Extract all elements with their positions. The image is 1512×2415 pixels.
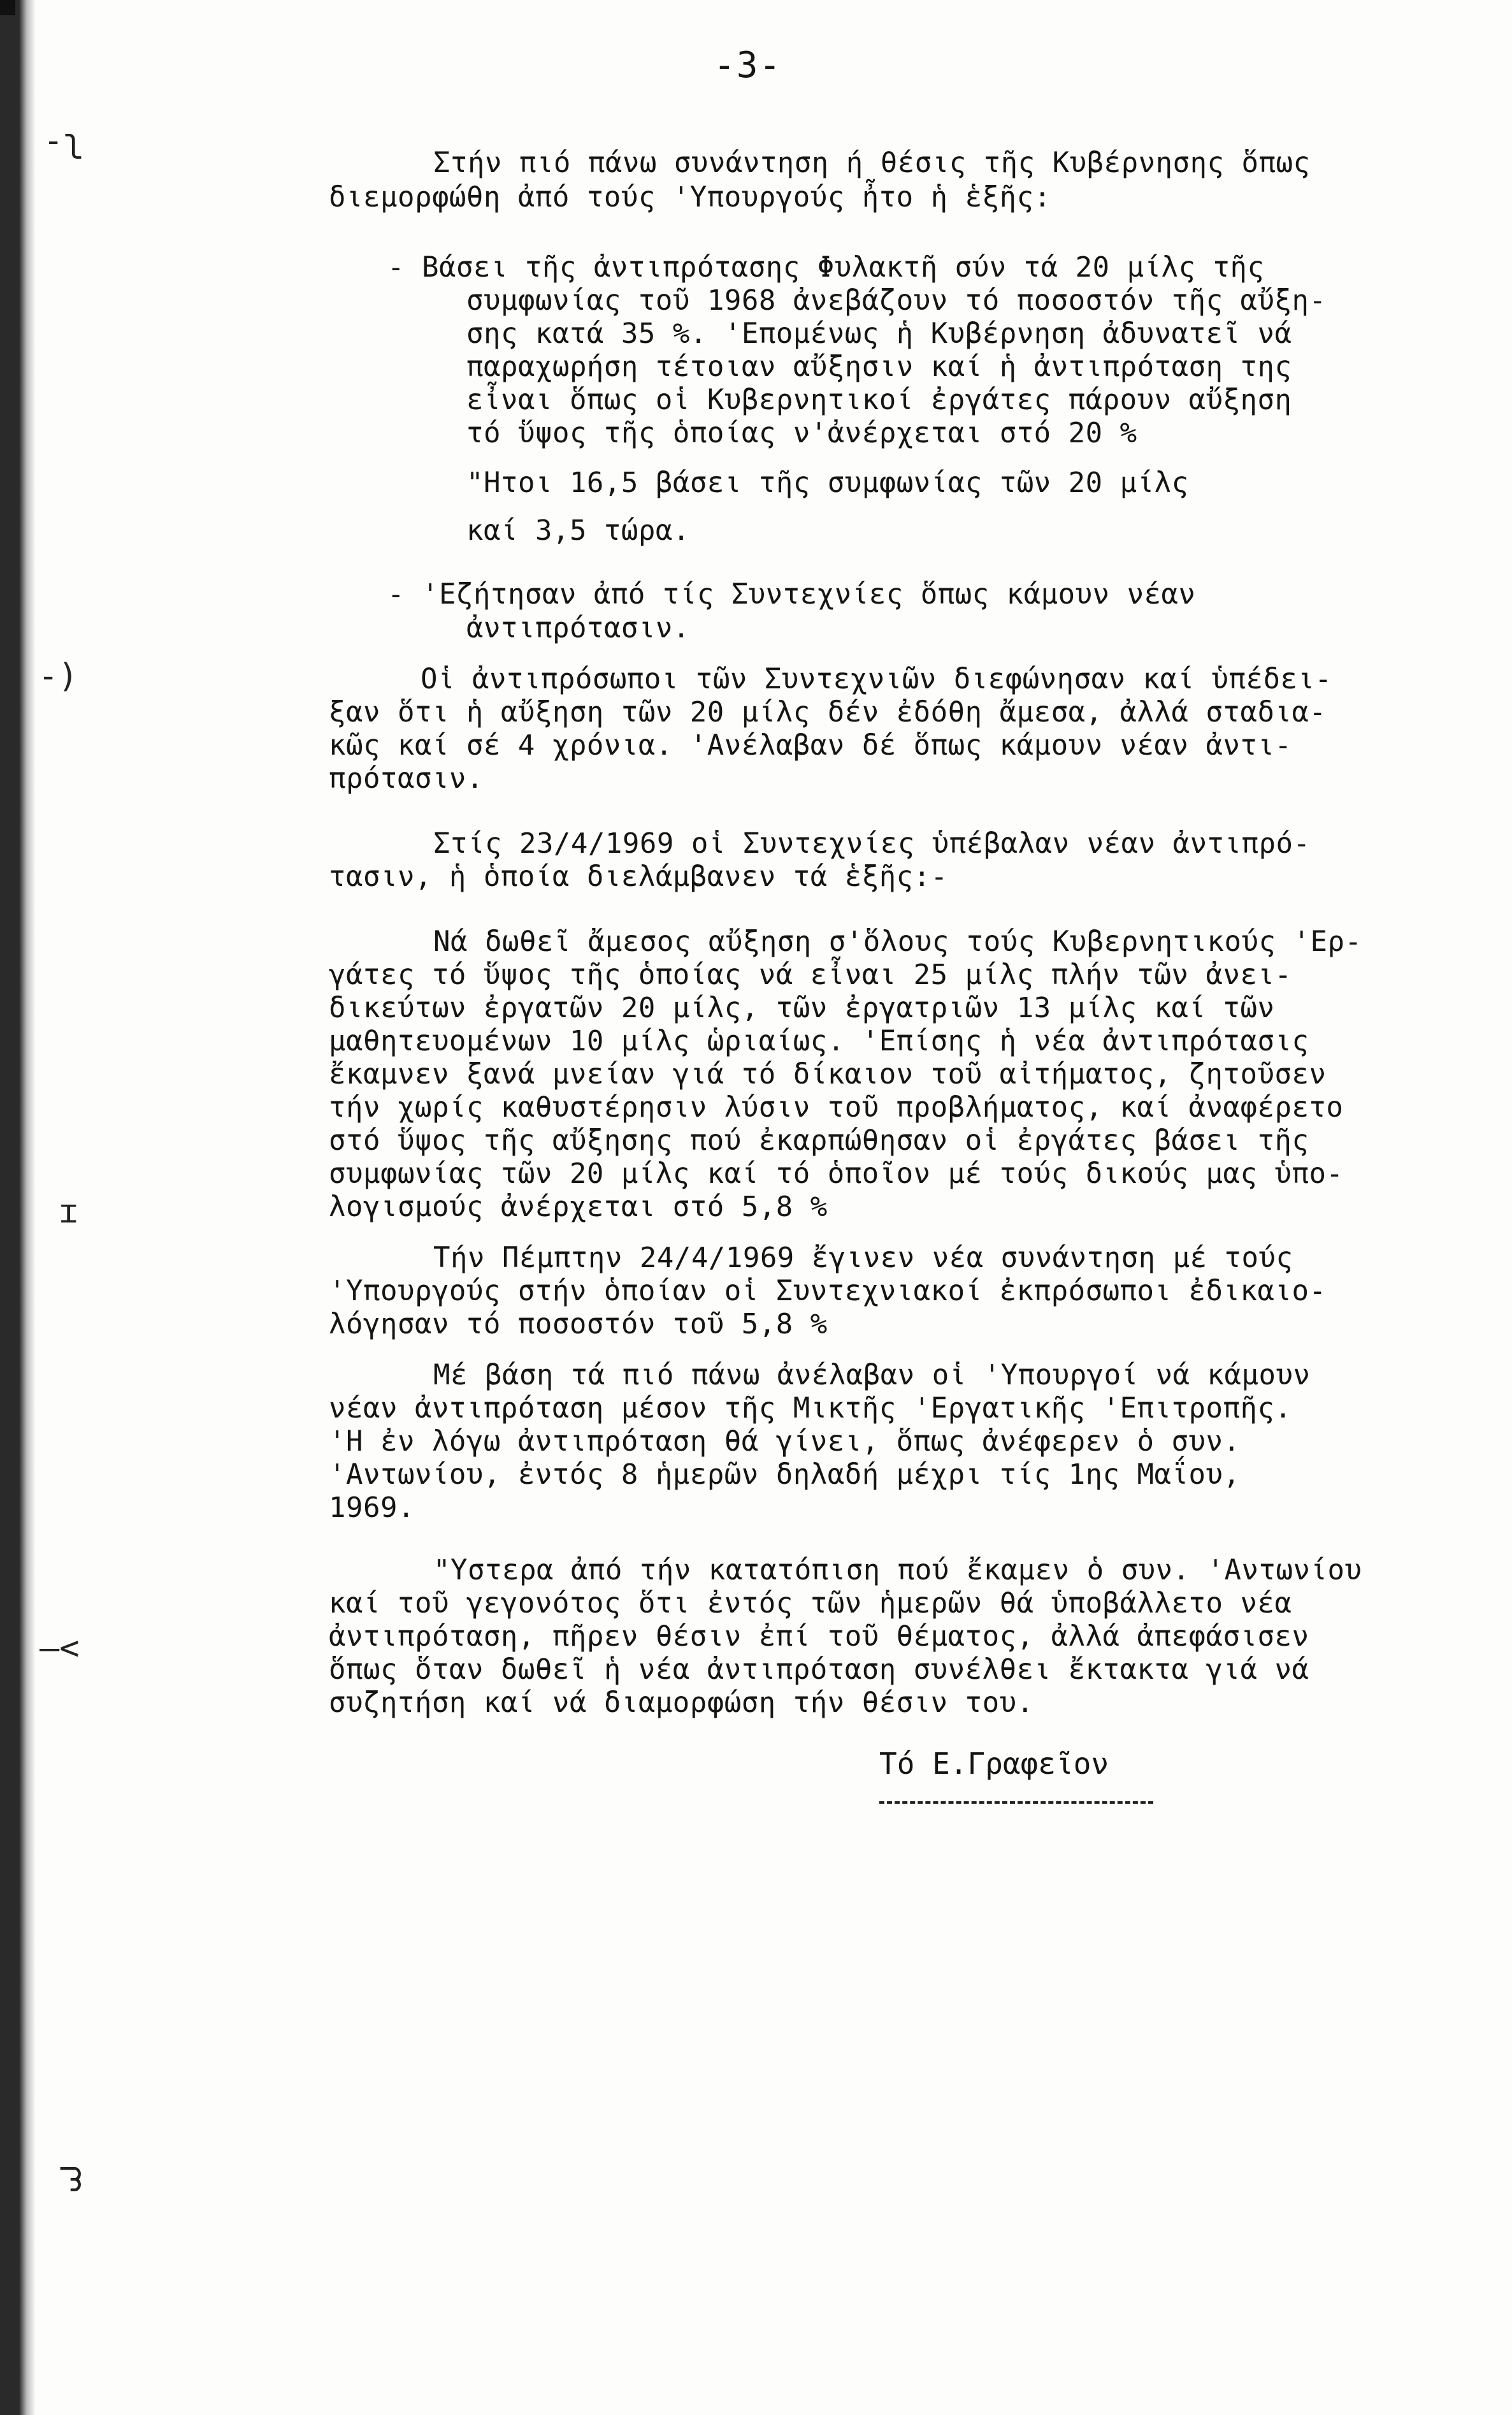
margin-mark: —< [40,1629,80,1667]
scan-corner-mark [0,0,15,15]
text-line: πρότασιν. [329,762,484,795]
page-number: -3- [714,45,782,86]
signature-underline [879,1801,1153,1804]
text-line: ὅπως ὅταν δωθεῖ ἡ νέα ἀντιπρόταση συνέλθει ἔκτακτα γιά νά [329,1653,1309,1686]
text-line: - Βάσει τῆς ἀντιπρότασης Φυλακτῆ σύν τά 20 μίλς τῆς [387,251,1265,284]
text-line: τό ὕψος τῆς ὁποίας ν'ἀνέρχεται στό 20 % [466,417,1137,449]
text-line: 'Η ἐν λόγω ἀντιπρόταση θά γίνει, ὅπως ἀνέφερεν ὁ συν. [329,1425,1241,1458]
text-line: λόγησαν τό ποσοστόν τοῦ 5,8 % [329,1308,828,1340]
margin-mark: -ʅ [43,122,83,160]
text-line: εἶναι ὅπως οἱ Κυβερνητικοί ἐργάτες πάρουν αὔξηση [466,384,1292,416]
text-line: Στίς 23/4/1969 οἱ Συντεχνίες ὑπέβαλαν νέαν ἀντιπρό- [433,827,1311,860]
text-line: "Ητοι 16,5 βάσει τῆς συμφωνίας τῶν 20 μίλς [466,467,1189,499]
text-line: ἀντιπρότασιν. [466,612,690,644]
margin-mark: ɪ [59,1193,79,1231]
text-line: παραχωρήση τέτοιαν αὔξησιν καί ἡ ἀντιπρόταση της [466,351,1292,383]
margin-mark: ᘊ [59,2161,83,2200]
text-line: κῶς καί σέ 4 χρόνια. 'Ανέλαβαν δέ ὅπως κάμουν νέαν ἀντι- [329,729,1292,762]
text-line: συζητήση καί νά διαμορφώση τήν θέσιν του. [329,1686,1034,1719]
text-line: νέαν ἀντιπρόταση μέσον τῆς Μικτῆς 'Εργατικῆς 'Επιτροπῆς. [329,1392,1292,1425]
text-line: Οἱ ἀντιπρόσωποι τῶν Συντεχνιῶν διεφώνησαν καί ὑπέδει- [421,663,1332,695]
scan-dark-edge [0,0,36,2415]
text-line: διεμορφώθη ἀπό τούς 'Υπουργούς ἦτο ἡ ἑξῆς: [329,181,1051,214]
text-line: Μέ βάση τά πιό πάνω ἀνέλαβαν οἱ 'Υπουργοί νά κάμουν [433,1359,1311,1391]
text-line: "Υστερα ἀπό τήν κατατόπιση πού ἔκαμεν ὁ συν. 'Αντωνίου [433,1554,1362,1586]
text-line: καί τοῦ γεγονότος ὅτι ἐντός τῶν ἡμερῶν θά ὑποβάλλετο νέα [329,1587,1292,1620]
text-line: μαθητευομένων 10 μίλς ὡριαίως. 'Επίσης ἡ νέα ἀντιπρότασις [329,1025,1309,1057]
text-line: 1969. [329,1491,415,1524]
text-line: Νά δωθεῖ ἄμεσος αὔξηση σ'ὅλους τούς Κυβερνητικούς 'Ερ- [433,925,1362,958]
text-line: γάτες τό ὕψος τῆς ὁποίας νά εἶναι 25 μίλς πλήν τῶν ἀνει- [329,959,1292,991]
text-line: τασιν, ἡ ὁποία διελάμβανεν τά ἑξῆς:- [329,860,948,893]
text-line: 'Υπουργούς στήν ὁποίαν οἱ Συντεχνιακοί ἐκπρόσωποι ἐδικαιο- [329,1275,1327,1307]
text-line: ἔκαμνεν ξανά μνείαν γιά τό δίκαιον τοῦ αἰτήματος, ζητοῦσεν [329,1058,1327,1091]
text-line: Στήν πιό πάνω συνάντηση ή θέσις τῆς Κυβέρνησης ὅπως [433,147,1311,179]
text-line: - 'Εζήτησαν ἀπό τίς Συντεχνίες ὅπως κάμουν νέαν [387,578,1196,611]
text-line: ξαν ὅτι ἡ αὔξηση τῶν 20 μίλς δέν ἐδόθη ἄμεσα, ἀλλά σταδια- [329,696,1327,729]
text-line: στό ὕψος τῆς αὔξησης πού ἐκαρπώθησαν οἱ ἐργάτες βάσει τῆς [329,1124,1309,1157]
text-line: δικεύτων ἐργατῶν 20 μίλς, τῶν ἐργατριῶν 13 μίλς καί τῶν [329,992,1275,1024]
text-line: 'Αντωνίου, ἐντός 8 ἡμερῶν δηλαδή μέχρι τίς 1ης Μαΐου, [329,1458,1241,1491]
text-line: σης κατά 35 %. 'Επομένως ἡ Κυβέρνηση ἀδυνατεῖ νά [466,317,1292,350]
text-line: συμφωνίας τῶν 20 μίλς καί τό ὁποῖον μέ τούς δικούς μας ὑπο- [329,1157,1344,1190]
signature-line: Τό Ε.Γραφεῖον [879,1746,1109,1781]
text-line: καί 3,5 τώρα. [466,514,690,547]
text-line: ἀντιπρόταση, πῆρεν θέσιν ἐπί τοῦ θέματος, ἀλλά ἀπεφάσισεν [329,1620,1309,1653]
margin-mark: -) [38,657,78,695]
text-line: λογισμούς ἀνέρχεται στό 5,8 % [329,1191,828,1223]
text-line: συμφωνίας τοῦ 1968 ἀνεβάζουν τό ποσοστόν τῆς αὔξη- [466,284,1327,317]
text-line: Τήν Πέμπτην 24/4/1969 ἔγινεν νέα συνάντηση μέ τούς [433,1242,1293,1274]
text-line: τήν χωρίς καθυστέρησιν λύσιν τοῦ προβλήματος, καί ἀναφέρετο [329,1091,1344,1124]
